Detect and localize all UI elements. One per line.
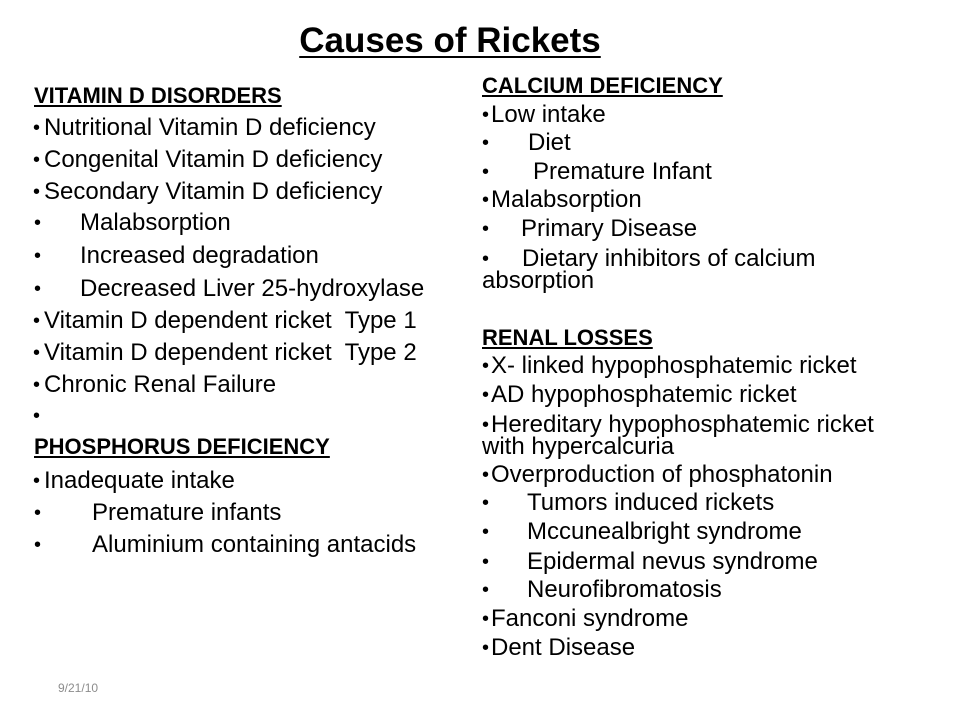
item-text: Decreased Liver 25-hydroxylase (80, 275, 425, 302)
sub-list-item (482, 489, 900, 516)
list-item (482, 352, 900, 379)
sub-list-item (482, 158, 900, 185)
sub-list-item (34, 209, 464, 236)
item-text: Premature infants (92, 499, 282, 526)
item-text: Mccunealbright syndrome (527, 518, 802, 545)
item-text: Primary Disease (521, 215, 698, 242)
item-text: Epidermal nevus syndrome (527, 548, 818, 575)
list-item (33, 114, 463, 141)
item-text: Diet (528, 129, 571, 156)
sub-list-item (34, 499, 464, 526)
item-text: Low intake (491, 101, 606, 128)
list-item (482, 605, 900, 632)
sub-list-item (34, 275, 464, 302)
item-text: Dietary inhibitors of calcium absorption (482, 245, 823, 294)
item-text: Premature Infant (533, 158, 712, 185)
list-item (482, 381, 900, 408)
item-text: AD hypophosphatemic ricket (491, 381, 797, 408)
item-text: Nutritional Vitamin D deficiency (44, 114, 376, 141)
list-item (33, 467, 463, 494)
item-text: Malabsorption (491, 186, 642, 213)
item-text: Congenital Vitamin D deficiency (44, 146, 383, 173)
sub-list-item (482, 518, 900, 545)
list-item (482, 101, 900, 128)
item-text: Chronic Renal Failure (44, 371, 277, 398)
item-text: Tumors induced rickets (527, 489, 775, 516)
list-item (482, 186, 900, 213)
item-text: Inadequate intake (44, 467, 235, 494)
item-text: Overproduction of phosphatonin (491, 461, 833, 488)
item-text: Aluminium containing antacids (92, 531, 417, 558)
sub-list-item (34, 242, 464, 269)
item-text: Vitamin D dependent ricket Type 1 (44, 307, 417, 334)
item-text: Fanconi syndrome (491, 605, 689, 632)
list-item (33, 146, 463, 173)
sub-list-item (482, 215, 900, 242)
list-item (33, 339, 463, 366)
item-text: Vitamin D dependent ricket Type 2 (44, 339, 417, 366)
list-item (482, 461, 900, 488)
section-heading-phosphorus-deficiency: PHOSPHORUS DEFICIENCY (34, 434, 330, 459)
item-text: Secondary Vitamin D deficiency (44, 178, 383, 205)
slide-title: Causes of Rickets (299, 21, 601, 60)
list-item (482, 634, 900, 661)
sub-list-item (34, 531, 464, 558)
list-item (482, 411, 900, 460)
item-text: Increased degradation (80, 242, 319, 269)
section-heading-renal-losses: RENAL LOSSES (482, 325, 653, 350)
section-heading-vitamin-d-disorders: VITAMIN D DISORDERS (34, 83, 282, 108)
item-text: X- linked hypophosphatemic ricket (491, 352, 857, 379)
sub-list-item (482, 129, 900, 156)
sub-list-item (482, 548, 900, 575)
item-text: Hereditary hypophosphatemic ricket with hypercalcuria (482, 411, 881, 460)
item-text: Dent Disease (491, 634, 636, 661)
section-heading-calcium-deficiency: CALCIUM DEFICIENCY (482, 73, 723, 98)
list-item (33, 371, 463, 398)
item-text: Malabsorption (80, 209, 231, 236)
item-text: Neurofibromatosis (527, 576, 722, 603)
footer-date: 9/21/10 (58, 681, 99, 695)
list-item (33, 178, 463, 205)
list-item (33, 307, 463, 334)
sub-list-item (482, 245, 900, 294)
sub-list-item (482, 576, 900, 603)
